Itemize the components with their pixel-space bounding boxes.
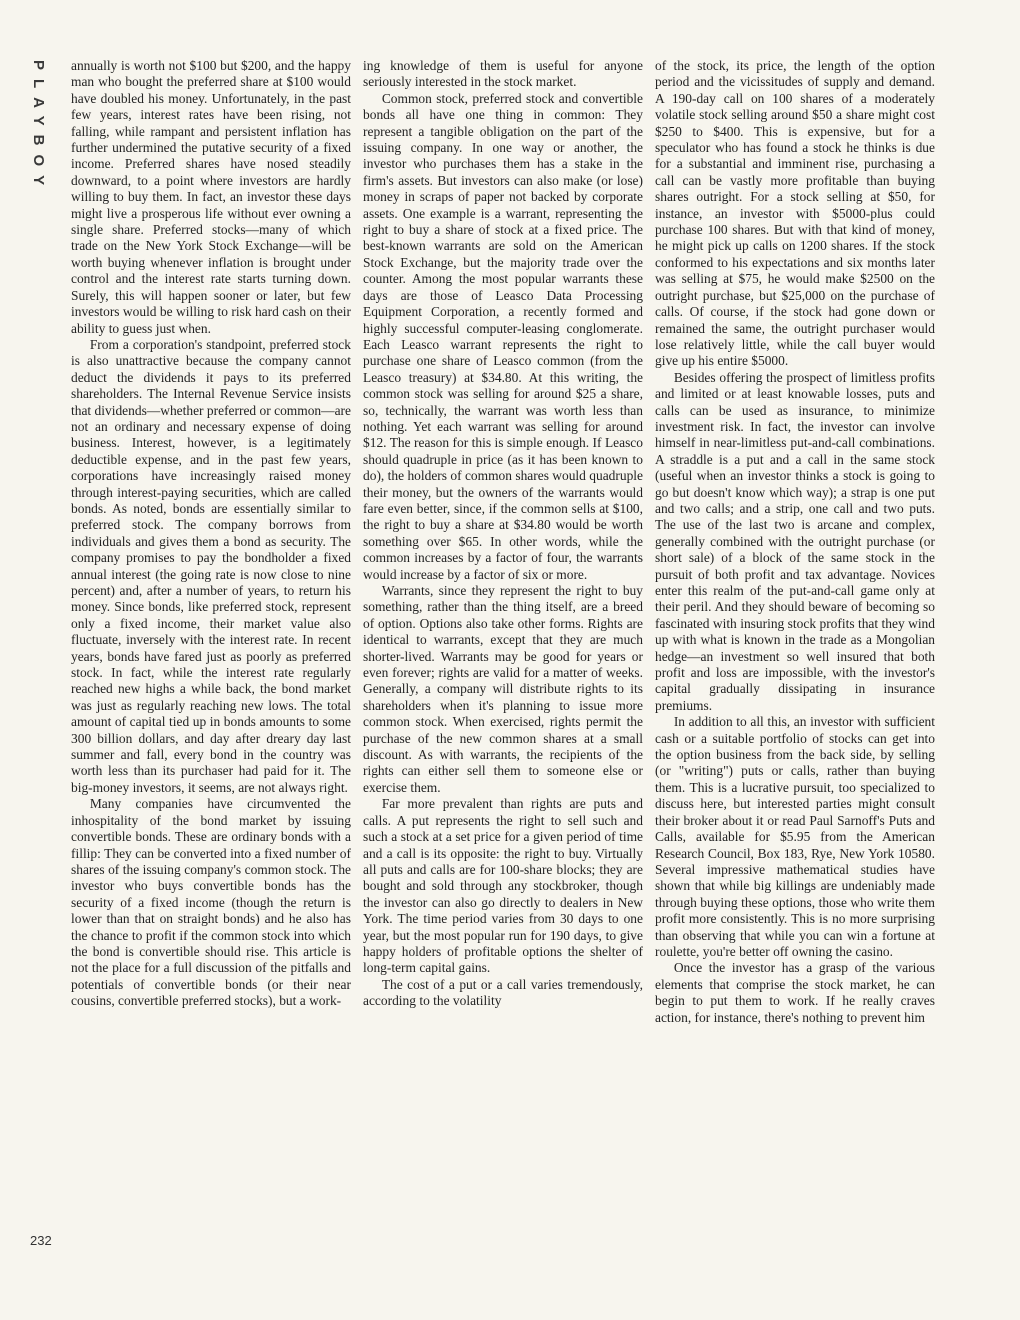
page-number: 232	[30, 1233, 52, 1248]
paragraph: From a corporation's standpoint, preferred stock is also unattractive because the company cannot deduct the dividends it pays to its preferred shareholders. The Internal Revenue Service insists that dividends—whether preferred or common—are not an ordinary and necessary expense of doing business. Interest, however, is a legitimately deductible expense, and in the past few years, corporations have increasingly raised money through interest-paying securities, which are called bonds. As noted, bonds are essentially similar to preferred stock. The company borrows from individuals and gives them a bond as security. The company promises to pay the bondholder a fixed annual interest (the going rate is now close to nine percent) and, after a number of years, to return his money. Since bonds, like preferred stock, represent only a fixed income, their market value also fluctuate, inversely with the interest rate. In recent years, bonds have fared just as poorly as preferred stock. In fact, while the interest rate regularly reached new highs a while back, the bond market was just as regularly reaching new lows. The total amount of capital tied up in bonds amounts to some 300 billion dollars, and day after dreary day last summer and fall, every bond in the country was worth less than its purchaser had paid for it. The big-money investors, it seems, are not always right.	[71, 336, 351, 795]
paragraph: Besides offering the prospect of limitless profits and limited or at least knowable losses, puts and calls can be used as insurance, to minimize investment risk. In fact, the investor can involve himself in near-limitless put-and-call combinations. A straddle is a put and a call in the same stock (useful when an investor thinks a stock is going to go but doesn't know which way); a strap is one put and two calls; and a strip, one call and two puts. The use of the last two is arcane and complex, generally combined with the outright purchase (or short sale) of a block of the same stock in the pursuit of both profit and tax advantage. Novices enter this realm of the put-and-call game only at their peril. And they should beware of becoming so fascinated with insuring stock profits that they wind up with what is known in the trade as a Mongolian hedge—an investment so well insured that both profit and loss are impossible, with the investor's capital gradually dissipating in insurance premiums.	[655, 369, 935, 713]
paragraph: Many companies have circumvented the inhospitality of the bond market by issuing convertible bonds. These are ordinary bonds with a fillip: They can be converted into a fixed number of shares of the issuing company's common stock. The investor who buys convertible bonds has the security of a fixed income (though the return is lower than that on straight bonds) and he also has the chance to profit if the common stock into which the bond is convertible should rise. This article is not the place for a full discussion of the pitfalls and potentials of convertible bonds (or their near cousins, convertible preferred stocks), but a work-	[71, 796, 351, 1009]
paragraph: of the stock, its price, the length of the option period and the vicissitudes of supply and demand. A 190-day call on 100 shares of a moderately volatile stock selling around $50 a share might cost $250 to $400. This is expensive, but for a speculator who has found a stock he thinks is due for a substantial and imminent rise, purchasing a call can be vastly more profitable than buying shares outright. For a stock selling at $50, for instance, an investor with $5000-plus could purchase 100 shares. But with that kind of money, he might pick up calls on 1200 shares. If the stock conformed to his expectations and six months later was selling at $75, he would make $2500 on the outright purchase, but $25,000 on the purchase of calls. Of course, if the stock had gone down or remained the same, the outright purchaser would lose relatively little, while the call buyer would give up his entire $5000.	[655, 58, 935, 369]
paragraph: annually is worth not $100 but $200, and the happy man who bought the preferred share at $100 would have doubled his money. Unfortunately, in the past few years, interest rates have been rising, not falling, while rampant and persistent inflation has further undermined the putative security of a fixed income. Preferred shares have nosed steadily downward, to a point where investors are hardly willing to buy them. In fact, an investor these days might live a prosperous life without ever owning a single share. Preferred stocks—many of which trade on the New York Stock Exchange—will be worth buying whenever inflation is brought under control and the interest rate starts turning down. Surely, this will happen sooner or later, but few investors would be willing to risk hard cash on their ability to guess just when.	[71, 58, 351, 336]
paragraph: The cost of a put or a call varies tremendously, according to the volatility	[363, 976, 643, 1009]
text-column-2	[363, 58, 643, 1258]
paragraph: Common stock, preferred stock and convertible bonds all have one thing in common: They represent a tangible obligation on the part of the issuing company. In one way or another, the investor who purchases them has a stake in the firm's assets. But investors can also make (or lose) money in scraps of paper not backed by corporate assets. One example is a warrant, representing the right to buy a share of stock at a fixed price. The best-known warrants are sold on the American Stock Exchange, but the majority trade over the counter. Among the most popular warrants these days are those of Leasco Data Processing Equipment Corporation, a recently formed and highly successful computer-leasing conglomerate. Each Leasco warrant represents the right to purchase one share of Leasco common (from the Leasco treasury) at $34.80. At this writing, the common stock was selling for around $25 a share, so, technically, the warrant was worth less than nothing. Yet each warrant was selling for around $12. The reason for this is simple enough. If Leasco should quadruple in price (as it has been known to do), the holders of common shares would quadruple their money, but the owners of the warrants would fare even better, since, if the common sells at $100, the right to buy a share at $34.80 would be worth something over $65. In other words, while the common increases by a factor of four, the warrants would increase by a factor of six or more.	[363, 90, 643, 582]
paragraph: ing knowledge of them is useful for anyone seriously interested in the stock market.	[363, 58, 643, 90]
text-column-1	[71, 58, 351, 1258]
text-column-3	[655, 58, 935, 1258]
magazine-masthead: PLAYBOY	[30, 60, 47, 195]
paragraph: Once the investor has a grasp of the various elements that comprise the stock market, he can begin to put them to work. If he really craves action, for instance, there's nothing to prevent him	[655, 960, 935, 1025]
paragraph: Warrants, since they represent the right to buy something, rather than the thing itself, are a breed of option. Options also take other forms. Rights are identical to warrants, except that they are much shorter-lived. Warrants may be good for years or even forever; rights are valid for a matter of weeks. Generally, a company will distribute rights to its shareholders when it's planning to issue more common stock. When exercised, rights permit the purchase of the new common shares at a small discount. As with warrants, the recipients of the rights can either sell them to someone else or exercise them.	[363, 583, 643, 795]
paragraph: In addition to all this, an investor with sufficient cash or a suitable portfolio of stocks can get into the option business from the back side, by selling (or "writing") puts or calls, rather than buying them. This is a lucrative pursuit, too specialized to discuss here, but interested parties might consult their broker about it or read Paul Sarnoff's Puts and Calls, available for $5.95 from the American Research Council, Box 183, Rye, New York 10580. Several impressive mathematical studies have shown that while big killings are undeniably made through buying these options, those who write them profit more consistently. This is no more surprising than observing that while you can win a fortune at roulette, you're better off owning the casino.	[655, 714, 935, 959]
paragraph: Far more prevalent than rights are puts and calls. A put represents the right to sell such and such a stock at a set price for a given period of time and a call is its opposite: the right to buy. Virtually all puts and calls are for 100-share blocks; they are bought and sold through any stockbroker, though the investor can also go directly to dealers in New York. The time period varies from 30 days to one year, but the most popular run for 190 days, to give happy holders of profitable options the shelter of long-term capital gains.	[363, 796, 643, 976]
